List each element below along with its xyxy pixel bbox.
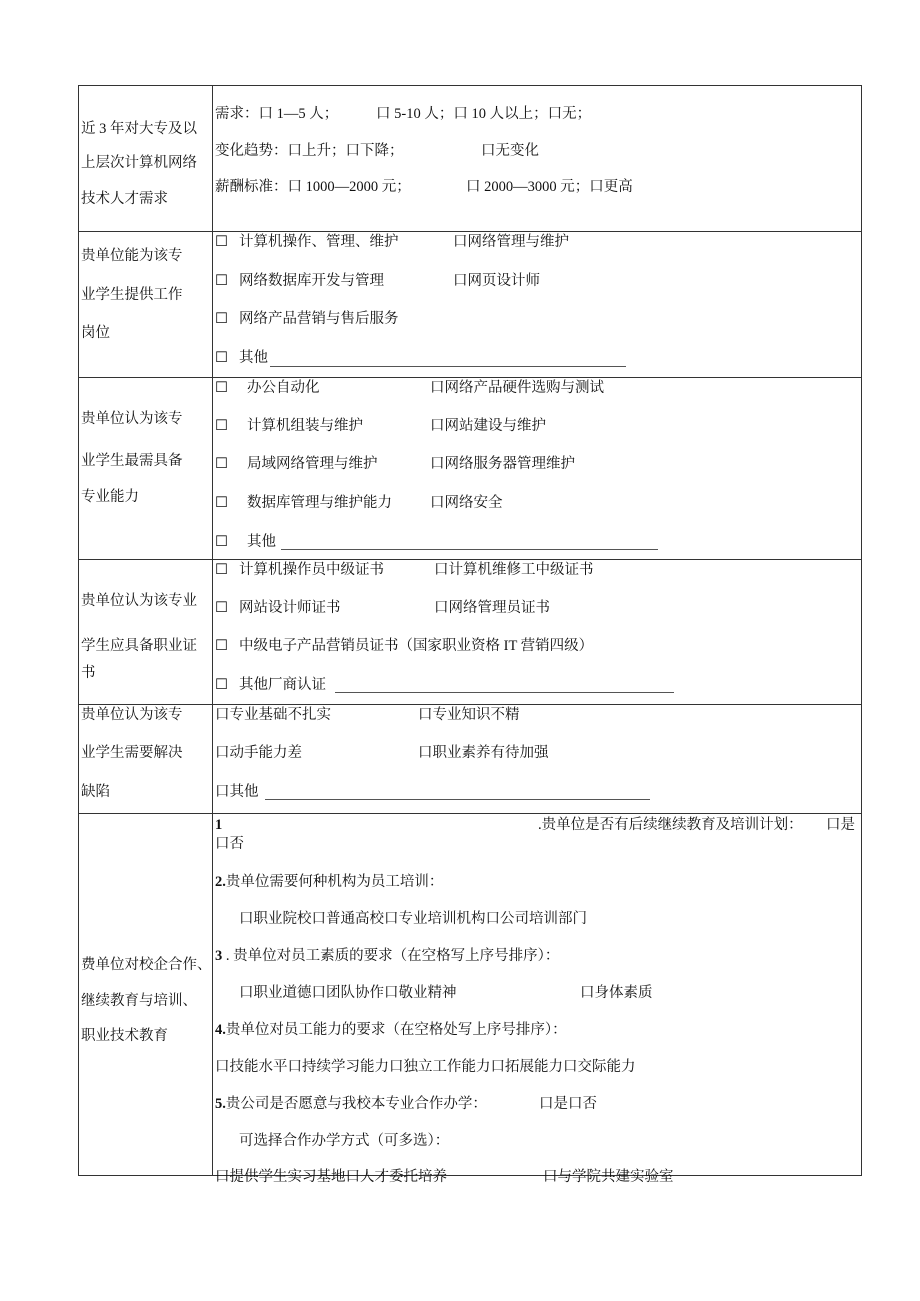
ability-option[interactable]: 口网络安全: [430, 495, 503, 511]
ability-option[interactable]: 口网络产品硬件选购与测试: [430, 380, 604, 396]
checkbox-icon[interactable]: ☐: [215, 350, 228, 366]
defect-option[interactable]: 口职业素养有待加强: [418, 745, 549, 761]
survey-table: [78, 85, 862, 1185]
question-5-mode-last[interactable]: 口与学院共建实验室: [543, 1169, 674, 1185]
question-5-subtitle: 可选择合作办学方式（可多选）：: [239, 1133, 450, 1149]
ability-option[interactable]: 口网站建设与维护: [430, 418, 546, 434]
question-3: 3 . 贵单位对员工素质的要求（在空格写上序号排序）：: [215, 948, 560, 964]
row-divider: [79, 813, 861, 814]
defect-option[interactable]: 口专业基础不扎实: [215, 707, 331, 723]
question-2: 2.贵单位需要何种机构为员工培训：: [215, 874, 444, 890]
defect-option[interactable]: 口动手能力差: [215, 745, 302, 761]
checkbox-icon[interactable]: ☐: [215, 456, 228, 472]
row-label-defects: 业学生需要解决: [81, 745, 183, 761]
other-blank-line[interactable]: [270, 366, 626, 367]
checkbox-icon[interactable]: ☐: [215, 638, 228, 654]
question-5-modes[interactable]: 口提供学生实习基地口人才委托培养: [215, 1169, 447, 1185]
certificate-option: 中级电子产品营销员证书（国家职业资格 IT 营销四级）: [239, 638, 594, 654]
demand-option[interactable]: 口 5-10 人；口 10 人以上；口无；: [376, 106, 592, 122]
checkbox-icon[interactable]: ☐: [215, 418, 228, 434]
row-label-cooperation: 继续教育与培训、: [81, 993, 197, 1009]
checkbox-icon[interactable]: ☐: [215, 495, 228, 511]
salary-option[interactable]: 口 2000—3000 元；口更高: [466, 179, 633, 195]
row-label-cooperation: 费单位对校企合作、: [81, 957, 212, 973]
checkbox-icon[interactable]: ☐: [215, 234, 228, 250]
row-label-positions: 岗位: [81, 325, 110, 341]
defect-option[interactable]: 口专业知识不精: [418, 707, 520, 723]
question-1-no-option[interactable]: 口否: [215, 836, 244, 852]
certificate-option[interactable]: 口计算机维修工中级证书: [434, 562, 594, 578]
question-5: 5.贵公司是否愿意与我校本专业合作办学：: [215, 1096, 487, 1112]
ability-option: 数据库管理与维护能力: [247, 495, 392, 511]
question-3-options[interactable]: 口职业道德口团队协作口敬业精神: [239, 985, 457, 1001]
row-label-cooperation: 职业技术教育: [81, 1028, 168, 1044]
other-label: 其他: [239, 350, 268, 366]
column-divider: [212, 86, 213, 1175]
row-label-certificates: 学生应具备职业证: [81, 638, 197, 654]
ability-option: 局域网络管理与维护: [247, 456, 378, 472]
question-1-yes-option[interactable]: 口是: [826, 817, 855, 833]
defect-option[interactable]: 口其他: [215, 784, 259, 800]
question-4-options[interactable]: 口技能水平口持续学习能力口独立工作能力口拓展能力口交际能力: [215, 1059, 636, 1075]
certificate-option: 计算机操作员中级证书: [239, 562, 384, 578]
row-divider: [79, 559, 861, 560]
row-divider: [79, 377, 861, 378]
row-label-abilities: 专业能力: [81, 489, 139, 505]
question-1-text: .贵单位是否有后续继续教育及培训计划：: [538, 817, 803, 833]
row-label-talent-demand: 上层次计算机网络: [81, 155, 197, 171]
row-label-certificates: 书: [81, 665, 96, 681]
other-blank-line[interactable]: [281, 549, 658, 550]
question-5-options[interactable]: 口是口否: [539, 1096, 597, 1112]
row-divider: [79, 231, 861, 232]
trend-option[interactable]: 口无变化: [481, 143, 539, 159]
ability-option: 办公自动化: [247, 380, 320, 396]
ability-option[interactable]: 口网络服务器管理维护: [430, 456, 575, 472]
row-label-abilities: 贵单位认为该专: [81, 411, 183, 427]
row-label-talent-demand: 近 3 年对大专及以: [81, 121, 197, 137]
row-label-positions: 业学生提供工作: [81, 287, 183, 303]
question-2-options[interactable]: 口职业院校口普通高校口专业培训机构口公司培训部门: [239, 911, 587, 927]
checkbox-icon[interactable]: ☐: [215, 562, 228, 578]
certificate-option[interactable]: 口网络管理员证书: [434, 600, 550, 616]
other-label: 其他厂商认证: [239, 677, 326, 693]
position-option[interactable]: 口网页设计师: [453, 273, 540, 289]
question-4: 4.贵单位对员工能力的要求（在空格处写上序号排序）：: [215, 1022, 567, 1038]
position-option: 网络数据库开发与管理: [239, 273, 384, 289]
checkbox-icon[interactable]: ☐: [215, 273, 228, 289]
salary-option[interactable]: 薪酬标准：口 1000—2000 元；: [215, 179, 411, 195]
checkbox-icon[interactable]: ☐: [215, 600, 228, 616]
question-1-number: 1: [215, 817, 223, 833]
row-label-talent-demand: 技术人才需求: [81, 191, 168, 207]
position-option: 网络产品营销与售后服务: [239, 311, 399, 327]
checkbox-icon[interactable]: ☐: [215, 534, 228, 550]
question-3-option-last[interactable]: 口身体素质: [580, 985, 653, 1001]
row-label-defects: 缺陷: [81, 784, 110, 800]
row-label-certificates: 贵单位认为该专业: [81, 593, 197, 609]
trend-option[interactable]: 变化趋势：口上升；口下降；: [215, 143, 404, 159]
other-blank-line[interactable]: [335, 692, 674, 693]
demand-option[interactable]: 需求：口 1—5 人；: [215, 106, 339, 122]
certificate-option: 网站设计师证书: [239, 600, 341, 616]
row-label-defects: 贵单位认为该专: [81, 707, 183, 723]
other-blank-line[interactable]: [265, 799, 650, 800]
checkbox-icon[interactable]: ☐: [215, 677, 228, 693]
row-label-abilities: 业学生最需具备: [81, 453, 183, 469]
other-label: 其他: [247, 534, 276, 550]
ability-option: 计算机组装与维护: [247, 418, 363, 434]
position-option: 计算机操作、管理、维护: [239, 234, 399, 250]
row-label-positions: 贵单位能为该专: [81, 248, 183, 264]
checkbox-icon[interactable]: ☐: [215, 380, 228, 396]
position-option[interactable]: 口网络管理与维护: [453, 234, 569, 250]
checkbox-icon[interactable]: ☐: [215, 311, 228, 327]
row-divider: [79, 704, 861, 705]
